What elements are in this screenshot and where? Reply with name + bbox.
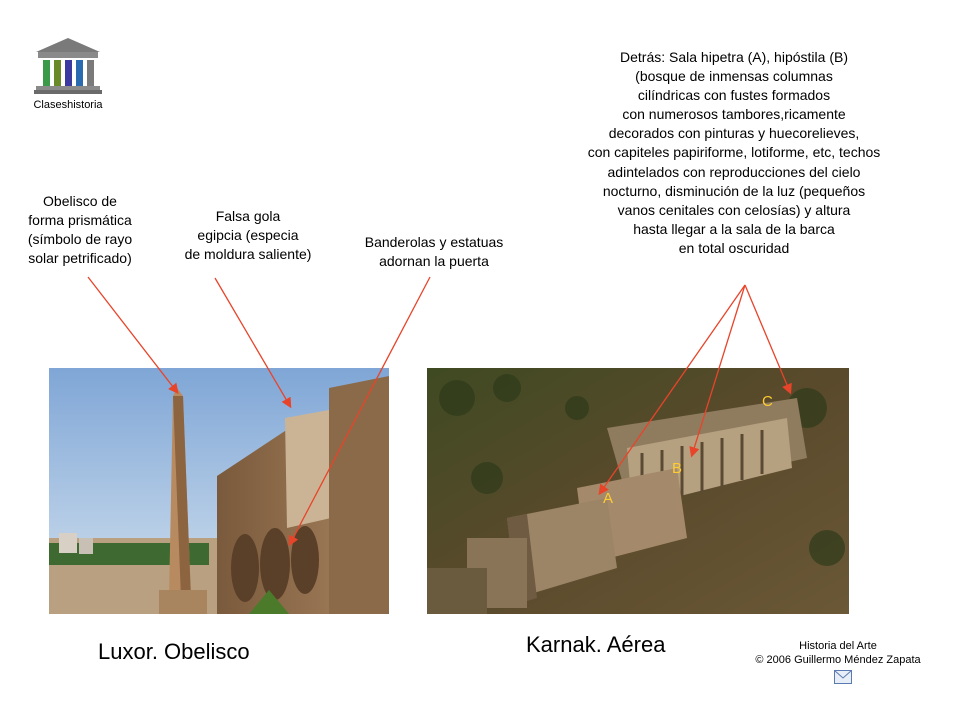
- logo-temple-icon: [32, 36, 104, 96]
- marker-c: C: [762, 393, 773, 410]
- desc-line: nocturno, disminución de la luz (pequeños: [602, 182, 866, 199]
- credits-line: Historia del Arte: [799, 640, 877, 652]
- luxor-photo: [49, 368, 389, 614]
- label-line: egipcia (especia: [197, 227, 299, 243]
- desc-line: adintelados con reproducciones del cielo: [607, 163, 861, 180]
- desc-line: con capiteles papiriforme, lotiforme, etc, techos: [587, 144, 881, 161]
- label-gola: [168, 207, 328, 264]
- label-obelisco: [6, 192, 154, 268]
- label-banderolas: [344, 233, 524, 271]
- luxor-caption: Luxor. Obelisco: [98, 639, 250, 664]
- label-line: solar petrificado): [28, 250, 132, 266]
- desc-line: hasta llegar a la sala de la barca: [633, 220, 835, 237]
- label-line: (símbolo de rayo: [27, 231, 133, 247]
- desc-line: decorados con pinturas y huecorelieves,: [608, 125, 860, 142]
- karnak-photo: [427, 368, 849, 614]
- label-line: forma prismática: [28, 212, 132, 228]
- label-line: adornan la puerta: [379, 253, 489, 269]
- footer-credits: [738, 639, 938, 667]
- description-block: [544, 48, 924, 258]
- marker-a: A: [603, 490, 614, 507]
- desc-line: en total oscuridad: [678, 239, 790, 256]
- desc-line: cilíndricas con fustes formados: [637, 87, 831, 104]
- label-line: Obelisco de: [43, 193, 117, 209]
- label-line: Banderolas y estatuas: [364, 234, 504, 250]
- label-line: de moldura saliente): [184, 246, 312, 262]
- desc-line: (bosque de inmensas columnas: [635, 68, 833, 85]
- desc-line: con numerosos tambores,ricamente: [622, 106, 846, 123]
- desc-line: vanos cenitales con celosías) y altura: [617, 201, 851, 218]
- label-line: Falsa gola: [215, 208, 281, 224]
- marker-b: B: [672, 460, 683, 477]
- credits-line: © 2006 Guillermo Méndez Zapata: [755, 654, 921, 666]
- karnak-caption: Karnak. Aérea: [526, 632, 666, 657]
- envelope-icon[interactable]: [834, 670, 852, 684]
- logo-caption: Claseshistoria: [33, 99, 103, 111]
- desc-line: Detrás: Sala hipetra (A), hipóstila (B): [620, 49, 848, 65]
